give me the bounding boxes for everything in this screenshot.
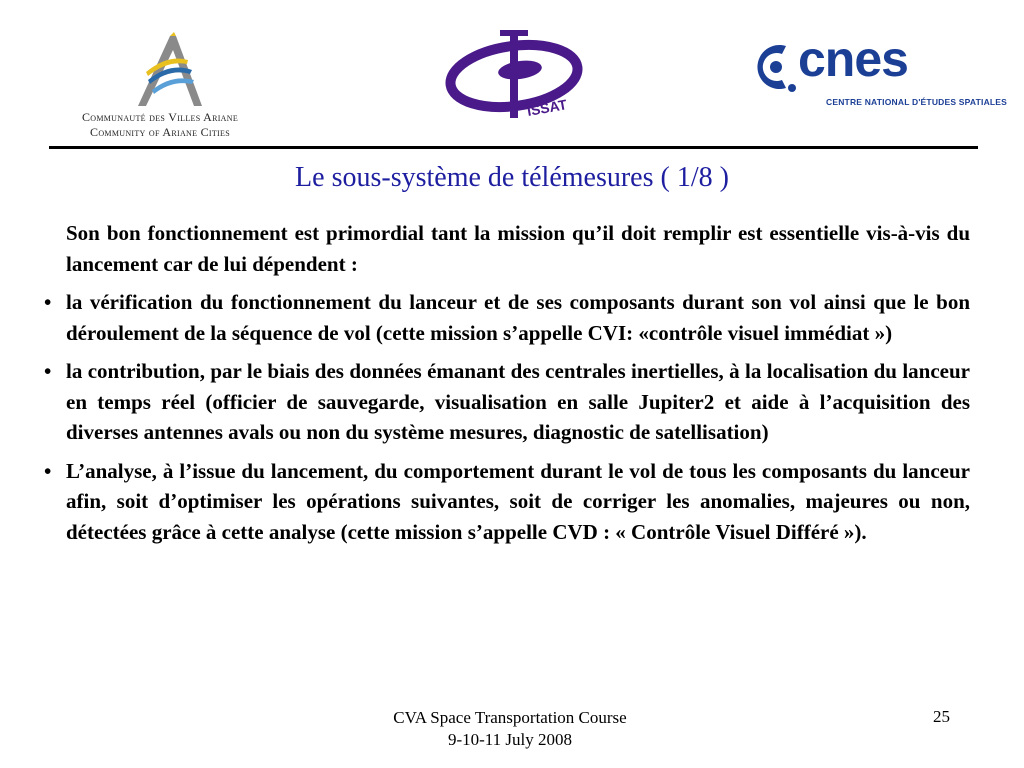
page-number: 25	[933, 707, 950, 726]
slide-body	[44, 218, 970, 555]
bullet-text: L’analyse, à l’issue du lancement, du comportement durant le vol de tous les composants du lanceur afin, soit d’optimiser les opérations suivantes, soit de corriger les anomalies, majeures ou non, détectées grâce à cette analyse (cette mission s’appelle CVD : « Contrôle Visuel Différé »).	[66, 458, 970, 544]
cnes-logo-text: cnes	[798, 31, 908, 87]
bullet-list	[44, 287, 970, 547]
slide-title: Le sous-système de télémesures ( 1/8 )	[295, 162, 729, 193]
bullet-item	[44, 356, 970, 448]
cnes-logo-subtitle: CENTRE NATIONAL D'ÉTUDES SPATIALES	[826, 97, 1008, 107]
bullet-marker: •	[44, 458, 52, 483]
cnes-logo	[752, 31, 1008, 114]
cnes-c-icon	[752, 40, 800, 94]
footer	[360, 707, 660, 751]
issat-emblem-icon	[440, 28, 588, 128]
issat-logo	[440, 28, 588, 128]
bullet-text: la vérification du fonctionnement du lanceur et de ses composants durant son vol ainsi que le bon déroulement de la séquence de vol (cette mission s’appelle CVI: «contrôle visuel immédiat »)	[66, 290, 970, 345]
bullet-marker: •	[44, 359, 52, 383]
bullet-item	[44, 456, 970, 548]
cva-a-icon	[130, 32, 210, 110]
footer-course: CVA Space Transportation Course	[393, 708, 627, 727]
issat-logo-text: ISSAT	[525, 96, 569, 119]
cva-logo	[40, 22, 280, 139]
intro-paragraph: Son bon fonctionnement est primordial tant la mission qu’il doit remplir est essentielle vis-à-vis du lancement car de lui dépendent :	[66, 221, 970, 276]
bullet-marker: •	[44, 290, 52, 314]
cva-logo-line1: Communauté des Villes Ariane	[81, 110, 239, 124]
bullet-item	[44, 287, 970, 348]
footer-date: 9-10-11 July 2008	[447, 730, 573, 749]
header-divider	[49, 146, 978, 149]
bullet-text: la contribution, par le biais des données émanant des centrales inertielles, à la localisation du lanceur en temps réel (officier de sauvegarde, visualisation en salle Jupiter2 et aide à l’acquisition des diverses antennes avals ou non du système mesures, diagnostic de satellisation)	[66, 359, 970, 444]
cva-logo-line2: Community of Ariane Cities	[90, 125, 230, 139]
